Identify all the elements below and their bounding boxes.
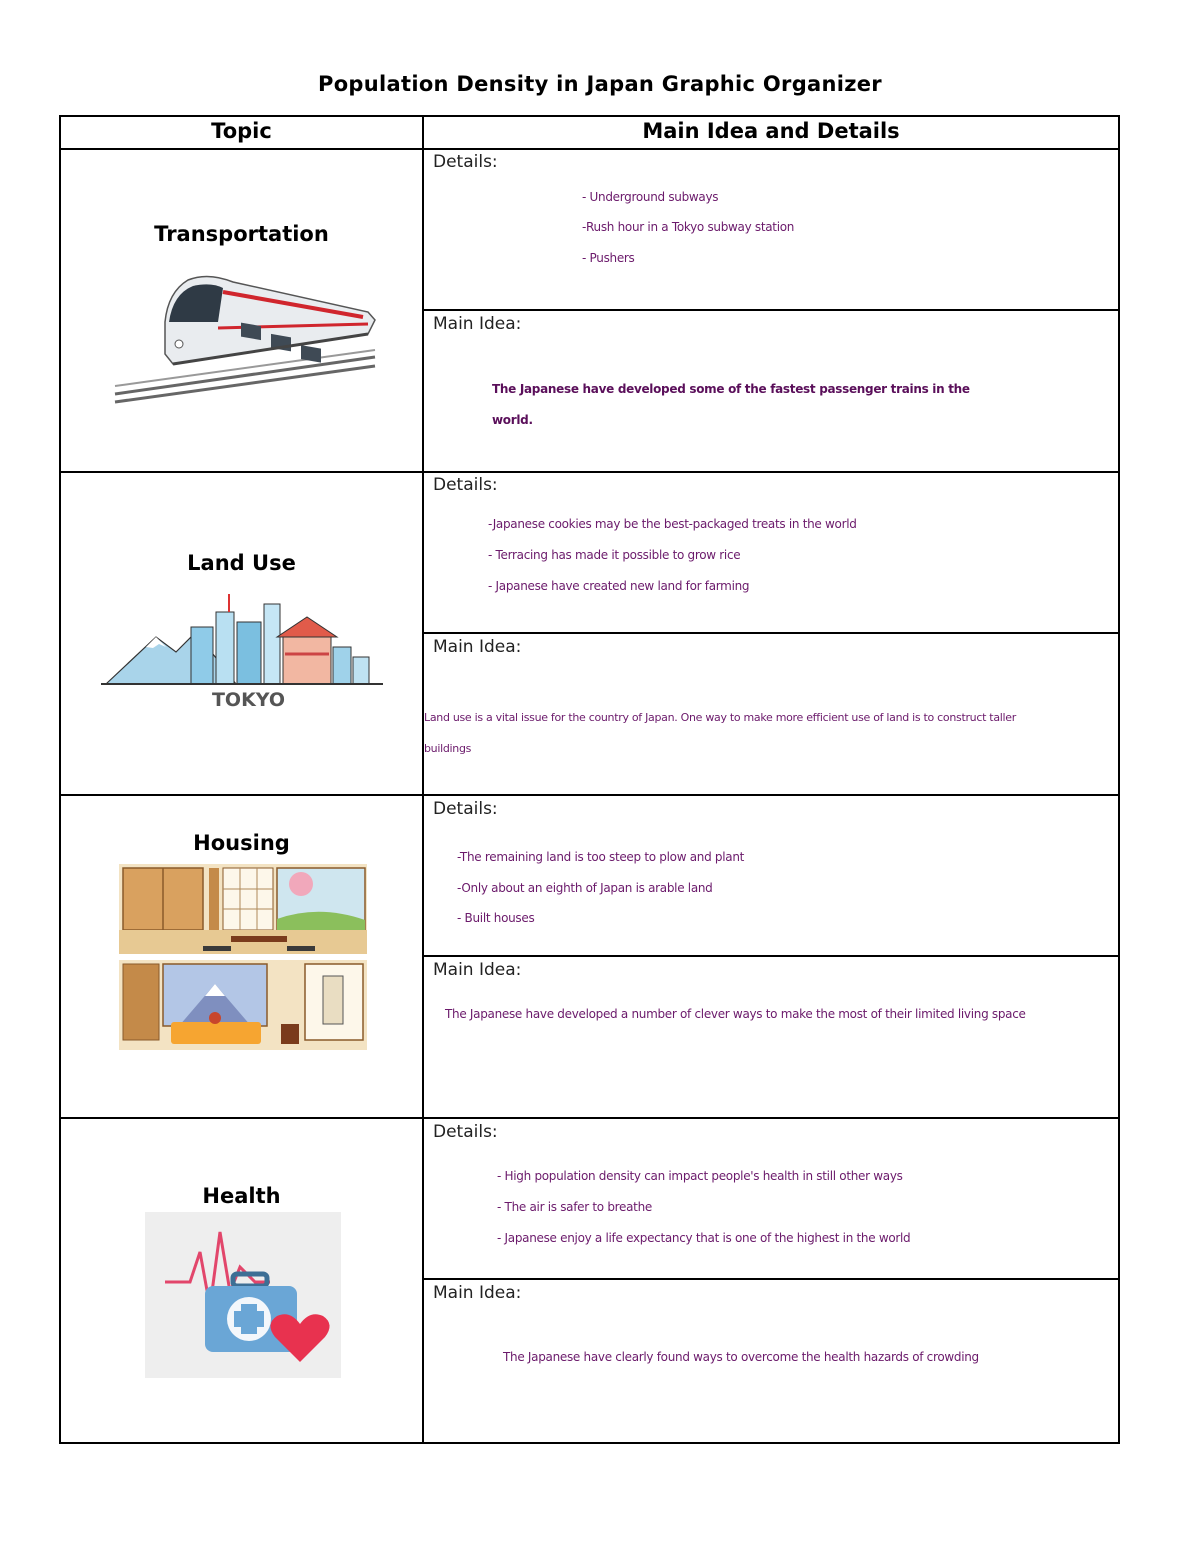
row-divider bbox=[61, 794, 1118, 796]
main-idea-label: Main Idea: bbox=[433, 637, 522, 657]
detail-item: - Japanese have created new land for farming bbox=[488, 579, 750, 593]
main-idea-text: Land use is a vital issue for the country of Japan. One way to make more efficient use of land is to construct taller bbox=[424, 711, 1016, 724]
main-idea-label: Main Idea: bbox=[433, 960, 522, 980]
detail-item: - Underground subways bbox=[582, 190, 719, 204]
main-idea-text: world. bbox=[492, 413, 533, 427]
detail-item: -Japanese cookies may be the best-packaged treats in the world bbox=[488, 517, 857, 531]
topic-header: Topic bbox=[211, 119, 272, 143]
details-label: Details: bbox=[433, 799, 498, 819]
detail-item: -Only about an eighth of Japan is arable land bbox=[457, 881, 713, 895]
row-divider bbox=[61, 1117, 1118, 1119]
details-label: Details: bbox=[433, 152, 498, 172]
row-divider bbox=[422, 955, 1118, 957]
detail-item: - Pushers bbox=[582, 251, 635, 265]
tokyo-caption: TOKYO bbox=[211, 689, 286, 711]
main-idea-text: buildings bbox=[424, 742, 472, 755]
row-divider bbox=[422, 309, 1118, 311]
row-divider bbox=[422, 1278, 1118, 1280]
topic-transportation: Transportation bbox=[154, 222, 329, 246]
organizer-table bbox=[59, 115, 1120, 1444]
main-idea-text: The Japanese have clearly found ways to overcome the health hazards of crowding bbox=[503, 1350, 979, 1364]
topic-land-use: Land Use bbox=[187, 551, 296, 575]
detail-item: - Built houses bbox=[457, 911, 535, 925]
row-divider bbox=[422, 632, 1118, 634]
details-label: Details: bbox=[433, 1122, 498, 1142]
topic-housing: Housing bbox=[193, 831, 290, 855]
details-label: Details: bbox=[433, 475, 498, 495]
train-icon bbox=[113, 262, 378, 407]
detail-item: - Japanese enjoy a life expectancy that is one of the highest in the world bbox=[497, 1231, 911, 1245]
japanese-house-icon bbox=[119, 864, 367, 1050]
topic-health: Health bbox=[202, 1184, 281, 1208]
detail-item: - The air is safer to breathe bbox=[497, 1200, 652, 1214]
column-divider bbox=[422, 117, 424, 1442]
page-title: Population Density in Japan Graphic Organizer bbox=[318, 72, 882, 96]
main-idea-text: The Japanese have developed some of the fastest passenger trains in the bbox=[492, 382, 970, 396]
row-divider bbox=[61, 471, 1118, 473]
detail-item: -Rush hour in a Tokyo subway station bbox=[582, 220, 795, 234]
main-idea-text: The Japanese have developed a number of clever ways to make the most of their limited living space bbox=[445, 1007, 1026, 1021]
detail-item: - High population density can impact people's health in still other ways bbox=[497, 1169, 903, 1183]
tokyo-skyline-icon bbox=[101, 592, 383, 687]
header-divider bbox=[61, 148, 1118, 150]
main-idea-label: Main Idea: bbox=[433, 1283, 522, 1303]
main-idea-label: Main Idea: bbox=[433, 314, 522, 334]
medical-kit-icon bbox=[145, 1212, 341, 1378]
detail-item: -The remaining land is too steep to plow and plant bbox=[457, 850, 745, 864]
main-idea-header: Main Idea and Details bbox=[642, 119, 900, 143]
detail-item: - Terracing has made it possible to grow rice bbox=[488, 548, 741, 562]
